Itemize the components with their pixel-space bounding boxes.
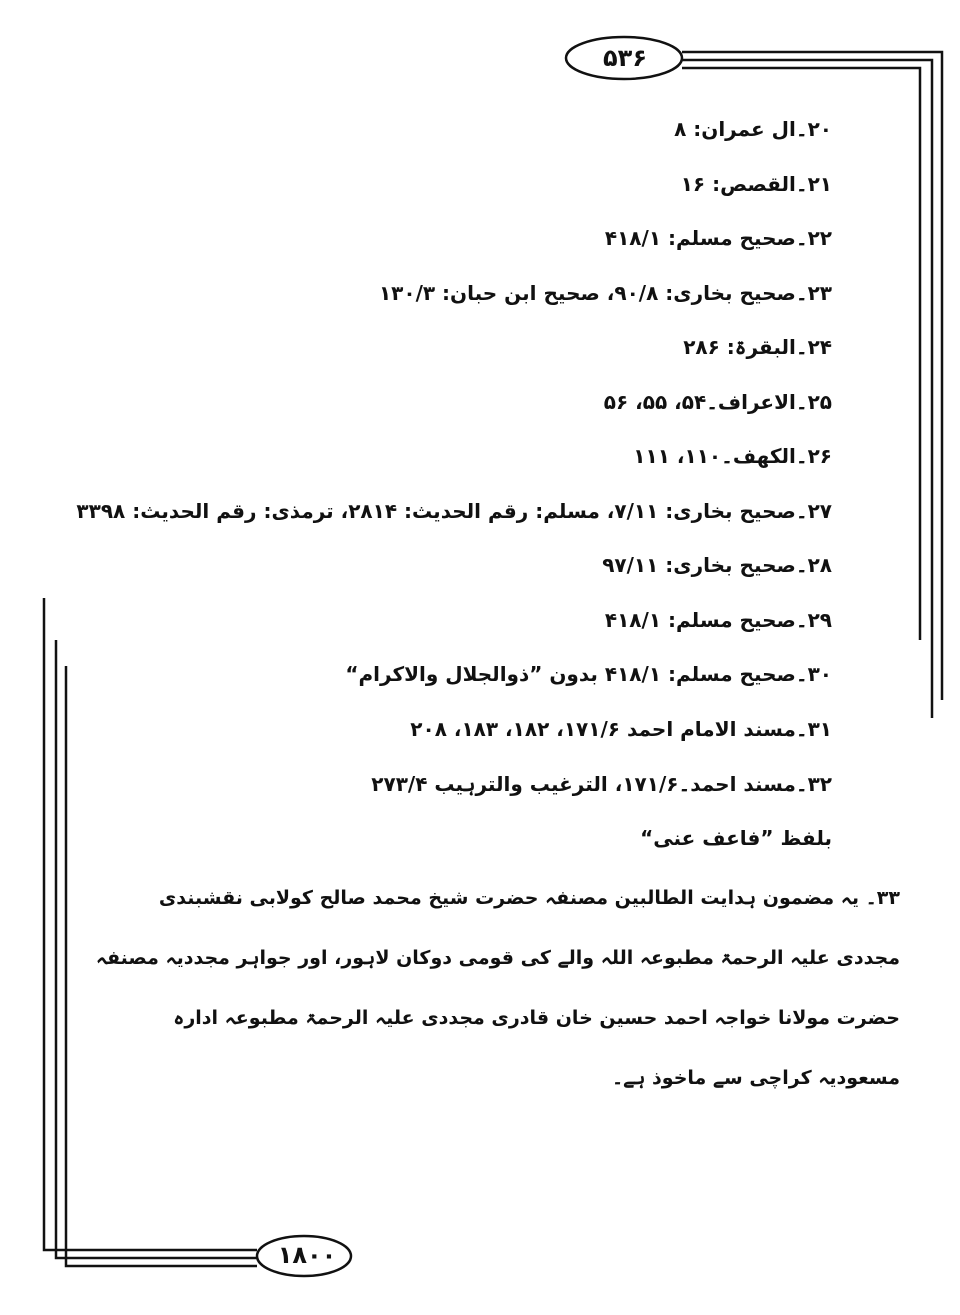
reference-28: ۲۸۔صحیح بخاری: ۹۷/۱۱ xyxy=(602,553,832,577)
page-number-top: ۵۳۶ xyxy=(603,44,647,72)
reference-24: ۲۴۔البقرۃ: ۲۸۶ xyxy=(683,335,832,359)
reference-23: ۲۳۔صحیح بخاری: ۹۰/۸، صحیح ابن حبان: ۱۳۰/۳ xyxy=(378,281,832,305)
reference-note: بلفظ ”فاعف عنی“ xyxy=(640,826,832,850)
reference-30: ۳۰۔صحیح مسلم: ۴۱۸/۱ بدون ”ذوالجلال والاکرام“ xyxy=(345,662,832,686)
page-number-bottom: ۱۸۰۰ xyxy=(277,1241,337,1269)
reference-32: ۳۲۔مسند احمد۔۱۷۱/۶، الترغیب والترہیب ۲۷۳/۴ xyxy=(371,772,832,796)
reference-21: ۲۱۔القصص: ۱۶ xyxy=(680,172,832,196)
reference-26: ۲۶۔الکھف۔۱۱۰، ۱۱۱ xyxy=(633,444,832,468)
reference-33-paragraph: ۳۳۔ یہ مضمون ہدایت الطالبین مصنفہ حضرت شیخ محمد صالح کولابی نقشبندی مجددی علیہ الرحمۃ مطبوعہ اللہ والے کی قومی دوکان لاہور، اور جواہر مجددیہ مصنفہ حضرت مولانا خواجہ احمد حسین خان قادری مجددی علیہ الرحمۃ مطبوعہ ادارہ مسعودیہ کراچی سے ماخوذ ہے۔ xyxy=(95,887,900,1089)
reference-31: ۳۱۔مسند الامام احمد ۱۷۱/۶، ۱۸۲، ۱۸۳، ۲۰۸ xyxy=(410,717,832,741)
reference-22: ۲۲۔صحیح مسلم: ۴۱۸/۱ xyxy=(604,226,832,250)
reference-25: ۲۵۔الاعراف۔۵۴، ۵۵، ۵۶ xyxy=(603,390,832,414)
reference-20: ۲۰۔ال عمران: ۸ xyxy=(674,117,832,141)
reference-29: ۲۹۔صحیح مسلم: ۴۱۸/۱ xyxy=(604,608,832,632)
reference-27: ۲۷۔صحیح بخاری: ۷/۱۱، مسلم: رقم الحدیث: ۲۸۱۴، ترمذی: رقم الحدیث: ۳۳۹۸ xyxy=(76,499,832,523)
